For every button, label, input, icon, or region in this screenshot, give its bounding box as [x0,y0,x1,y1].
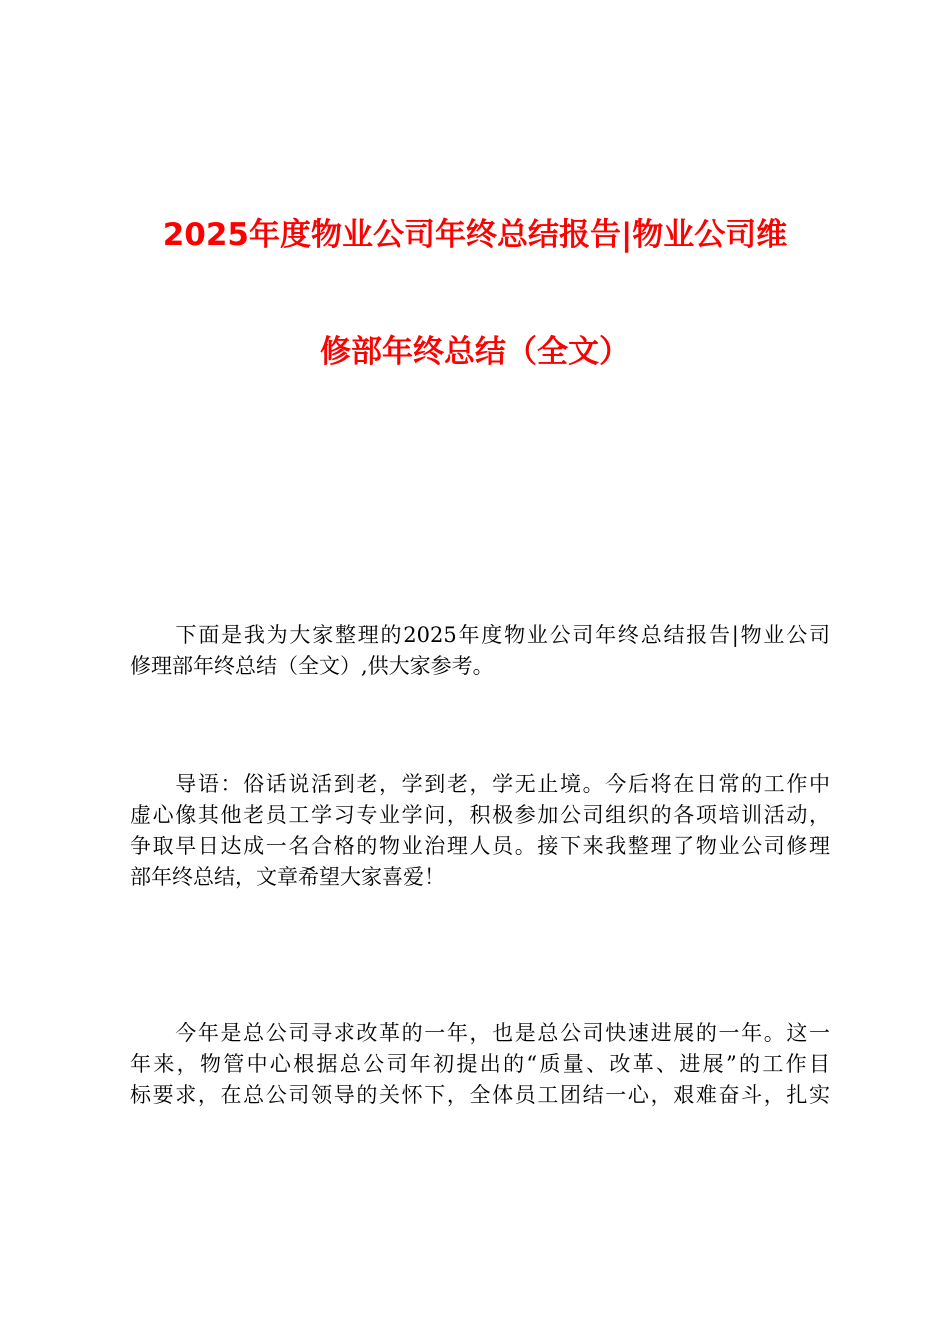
paragraph-line: 虚心像其他老员工学习专业学问，积极参加公司组织的各项培训活动， [130,803,830,827]
document-title-line-2: 修部年终总结（全文） [320,334,630,370]
paragraph-line: 修理部年终总结（全文）,供大家参考。 [130,654,494,678]
paragraph-body [130,1018,830,1111]
paragraph-intro [130,620,830,682]
paragraph-line: 下面是我为大家整理的2025年度物业公司年终总结报告|物业公司 [130,623,830,647]
paragraph-line: 年来，物管中心根据总公司年初提出的“质量、改革、进展”的工作目 [130,1052,830,1076]
paragraph-line: 导语：俗话说活到老，学到老，学无止境。今后将在日常的工作中 [130,772,830,796]
document-title-line-1: 2025年度物业公司年终总结报告|物业公司维 [162,217,788,253]
paragraph-line: 争取早日达成一名合格的物业治理人员。接下来我整理了物业公司修理 [130,834,830,858]
paragraph-lead [130,769,830,893]
paragraph-line: 部年终总结，文章希望大家喜爱！ [130,865,445,889]
paragraph-line: 标要求，在总公司领导的关怀下，全体员工团结一心，艰难奋斗，扎实 [130,1083,830,1107]
paragraph-line: 今年是总公司寻求改革的一年，也是总公司快速进展的一年。这一 [130,1021,830,1045]
